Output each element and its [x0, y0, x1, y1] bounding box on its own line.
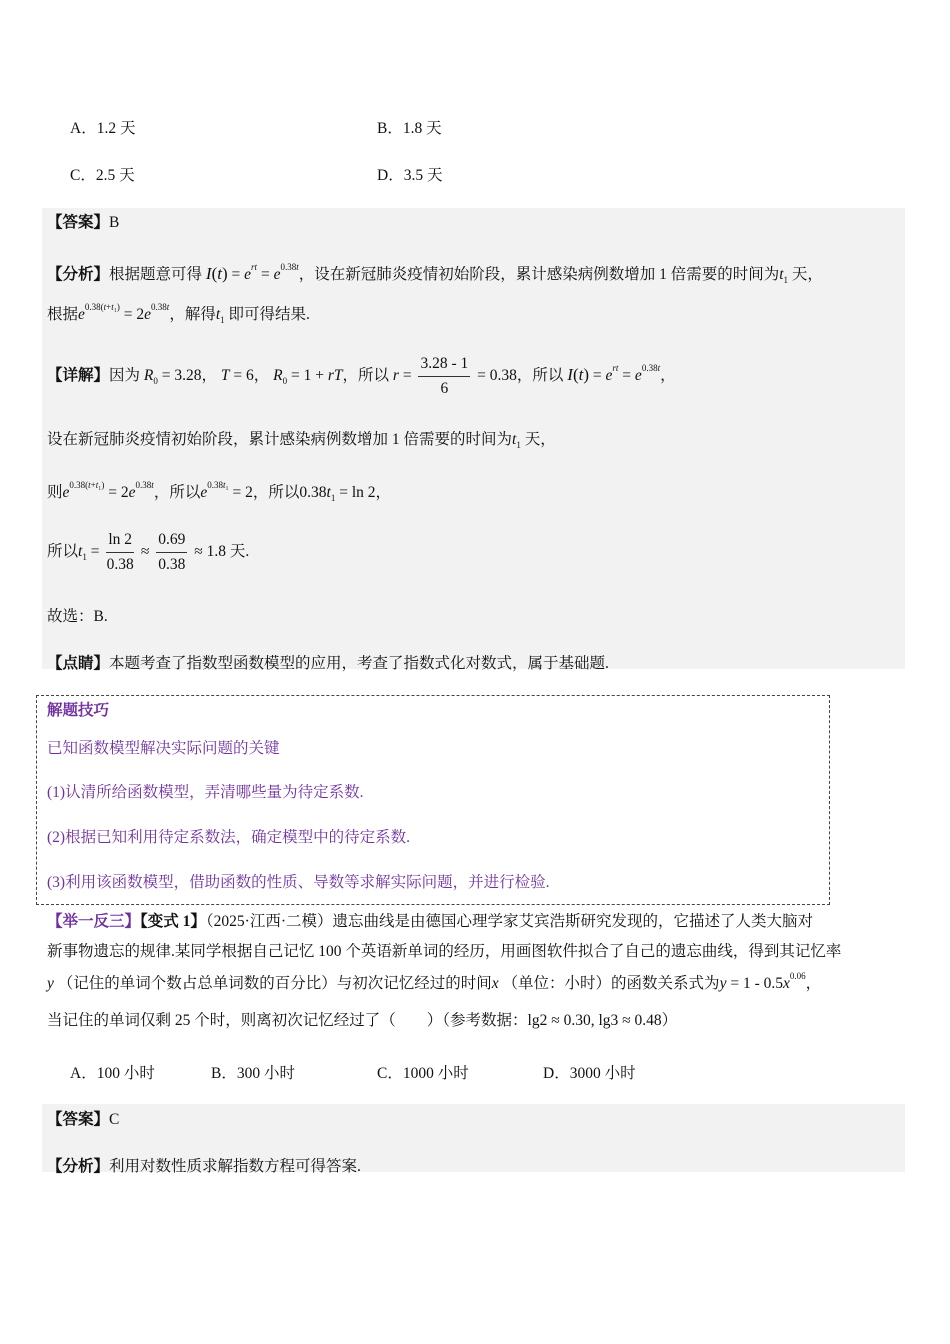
option-d: D．3.5 天	[377, 167, 443, 184]
option-c: C．2.5 天	[70, 167, 135, 184]
option-b: B．1.8 天	[377, 120, 442, 137]
q2-analysis-line: 【分析】利用对数性质求解指数方程可得答案.	[47, 1158, 361, 1175]
option-a: A．1.2 天	[70, 120, 136, 137]
detail-line-4: 所以$t_1$ = $\frac{\ln 2}{0.38}$ ≈ $\frac{0.69}{0.38}$ ≈ 1.8 天.	[47, 531, 250, 573]
q2-option-c: C．1000 小时	[377, 1065, 469, 1082]
q2-option-d: D．3000 小时	[543, 1065, 636, 1082]
analysis-line-1: 【分析】根据题意可得 $I(t) = e^{rt} = e^{0.38t}$，设在新冠肺炎疫情初始阶段，累计感染病例数增加 1 倍需要的时间为$t_1$ 天，	[47, 262, 823, 285]
tips-item: (1)认清所给函数模型，弄清哪些量为待定系数.	[47, 784, 364, 801]
conclusion: 故选：B.	[47, 608, 108, 625]
tips-subtitle: 已知函数模型解决实际问题的关键	[47, 740, 280, 757]
detail-line-1: 【详解】因为 $R_0 = 3.28$， T = 6， $R_0 = 1$ + rT，所以 r = $\frac{3.28 - 1}{6}$ = 0.38，所以 $I(t) = e^{rt} = e^{0.38t}$，	[47, 355, 676, 397]
tips-title: 解题技巧	[47, 702, 110, 719]
tips-item: (2)根据已知利用待定系数法，确定模型中的待定系数.	[47, 829, 410, 846]
detail-line-2: 设在新冠肺炎疫情初始阶段，累计感染病例数增加 1 倍需要的时间为$t_1$ 天，	[47, 431, 556, 450]
comment-line: 【点睛】本题考查了指数型函数模型的应用，考查了指数式化对数式，属于基础题.	[47, 655, 609, 672]
q2-answer-line: 【答案】C	[47, 1111, 120, 1128]
q2-option-b: B．300 小时	[211, 1065, 295, 1082]
q2-line-1: 【举一反三】【变式 1】（2025·江西·二模）遗忘曲线是由德国心理学家艾宾浩斯研究发现的，它描述了人类大脑对	[47, 913, 813, 930]
tips-item: (3)利用该函数模型，借助函数的性质、导数等求解实际问题，并进行检验.	[47, 874, 550, 891]
q2-option-a: A．100 小时	[70, 1065, 155, 1082]
q2-line-4: 当记住的单词仅剩 25 个时，则离初次记忆经过了（ ）（参考数据：lg2 ≈ 0.30, lg3 ≈ 0.48）	[47, 1012, 678, 1029]
q2-line-3: y （记住的单词个数占总单词数的百分比）与初次记忆经过的时间x （单位：小时）的函数关系式为$y = 1 - 0.5x^{0.06}$，	[47, 971, 822, 992]
detail-line-3: 则$e^{0.38(t+t_1)} = 2e^{0.38t}$，所以$e^{0.38t_1} = 2$，所以$0.38t_1 = \ln 2$，	[47, 480, 392, 503]
analysis-line-2: 根据$e^{0.38(t+t_1)} = 2e^{0.38t}$，解得$t_1$ 即可得结果.	[47, 302, 310, 325]
answer-line: 【答案】B	[47, 214, 120, 231]
q2-line-2: 新事物遗忘的规律.某同学根据自己记忆 100 个英语新单词的经历，用画图软件拟合了自己的遗忘曲线，得到其记忆率	[47, 943, 842, 960]
